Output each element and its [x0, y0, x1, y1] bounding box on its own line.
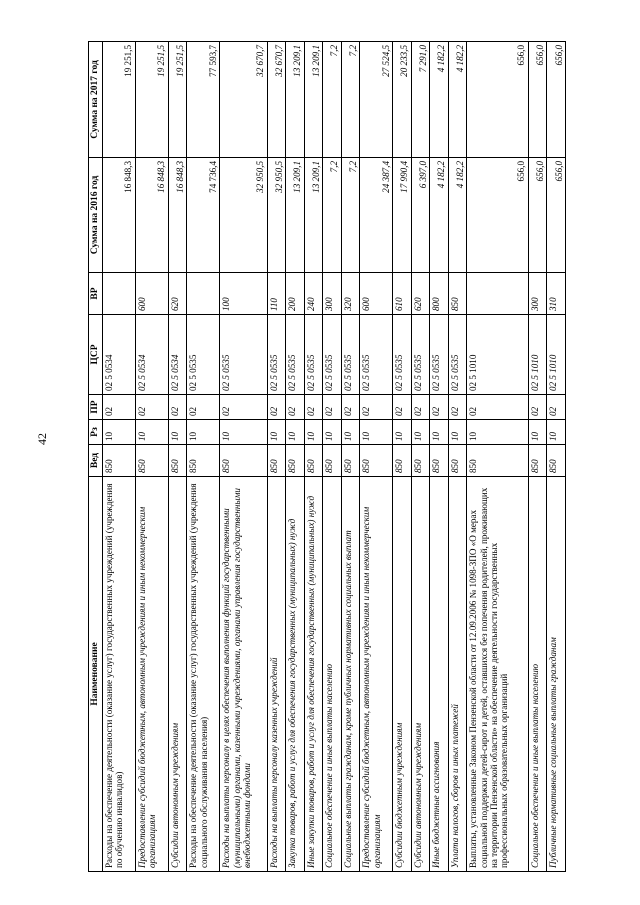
cell-sum-2016: 656,0 [528, 158, 547, 273]
cell-rz: 10 [341, 420, 360, 445]
table-row [341, 42, 360, 872]
table-row [547, 42, 566, 872]
cell-sum-2017: 32 670,7 [220, 42, 267, 158]
table-row [135, 42, 168, 872]
cell-vr: 600 [360, 273, 393, 315]
cell-ved: 850 [430, 445, 449, 477]
cell-name: Расходы на обеспечение деятельности (оказание услуг) государственных учреждений (учреждения по обучению инвалидов) [102, 477, 135, 872]
cell-pr: 02 [467, 395, 529, 420]
cell-ved: 850 [467, 445, 529, 477]
table-header [89, 42, 103, 872]
cell-rz: 10 [304, 420, 323, 445]
cell-rz: 10 [430, 420, 449, 445]
cell-csr: 02 5 0535 [286, 315, 305, 395]
cell-csr: 02 5 1010 [528, 315, 547, 395]
cell-rz: 10 [323, 420, 342, 445]
cell-sum-2017: 7,2 [341, 42, 360, 158]
cell-ved: 850 [102, 445, 135, 477]
cell-vr: 310 [547, 273, 566, 315]
cell-sum-2016: 13 209,1 [286, 158, 305, 273]
cell-vr: 300 [528, 273, 547, 315]
cell-rz: 10 [102, 420, 135, 445]
cell-pr: 02 [393, 395, 412, 420]
cell-ved: 850 [448, 445, 467, 477]
cell-sum-2017: 77 593,7 [187, 42, 220, 158]
cell-pr: 02 [102, 395, 135, 420]
cell-csr: 02 5 1010 [467, 315, 529, 395]
cell-sum-2016: 6 397,0 [411, 158, 430, 273]
cell-ved: 850 [304, 445, 323, 477]
cell-pr: 02 [220, 395, 267, 420]
cell-pr: 02 [411, 395, 430, 420]
cell-rz: 10 [393, 420, 412, 445]
table-row [323, 42, 342, 872]
cell-sum-2016: 24 387,4 [360, 158, 393, 273]
cell-rz: 10 [135, 420, 168, 445]
cell-pr: 02 [168, 395, 187, 420]
table-row [220, 42, 267, 872]
cell-rz: 10 [528, 420, 547, 445]
cell-name: Социальное обеспечение и иные выплаты населению [528, 477, 547, 872]
cell-name: Расходы на обеспечение деятельности (оказание услуг) государственных учреждений (учреждения социального обслуживания населения) [187, 477, 220, 872]
cell-sum-2016: 17 990,4 [393, 158, 412, 273]
cell-ved: 850 [286, 445, 305, 477]
cell-ved: 850 [360, 445, 393, 477]
cell-vr: 620 [168, 273, 187, 315]
cell-vr [467, 273, 529, 315]
cell-vr: 800 [430, 273, 449, 315]
cell-pr: 02 [304, 395, 323, 420]
cell-ved: 850 [547, 445, 566, 477]
cell-csr: 02 5 0535 [393, 315, 412, 395]
cell-csr: 02 5 0535 [304, 315, 323, 395]
cell-csr: 02 5 0535 [411, 315, 430, 395]
cell-vr: 610 [393, 273, 412, 315]
cell-csr: 02 5 0535 [448, 315, 467, 395]
cell-ved: 850 [411, 445, 430, 477]
cell-pr: 02 [528, 395, 547, 420]
cell-pr: 02 [267, 395, 286, 420]
cell-sum-2016: 32 950,5 [267, 158, 286, 273]
cell-pr: 02 [430, 395, 449, 420]
cell-vr: 110 [267, 273, 286, 315]
cell-csr: 02 5 0534 [168, 315, 187, 395]
cell-rz: 10 [467, 420, 529, 445]
cell-sum-2017: 19 251,5 [135, 42, 168, 158]
cell-vr: 300 [323, 273, 342, 315]
cell-sum-2017: 27 524,5 [360, 42, 393, 158]
cell-ved: 850 [323, 445, 342, 477]
table-row [360, 42, 393, 872]
table-row [286, 42, 305, 872]
cell-sum-2017: 13 209,1 [286, 42, 305, 158]
cell-csr: 02 5 0535 [220, 315, 267, 395]
cell-csr: 02 5 0535 [323, 315, 342, 395]
cell-ved: 850 [220, 445, 267, 477]
cell-sum-2017: 656,0 [547, 42, 566, 158]
cell-name: Социальное обеспечение и иные выплаты населению [323, 477, 342, 872]
cell-sum-2017: 32 670,7 [267, 42, 286, 158]
cell-sum-2016: 16 848,3 [168, 158, 187, 273]
cell-sum-2016: 7,2 [341, 158, 360, 273]
table-row [102, 42, 135, 872]
table-row [448, 42, 467, 872]
cell-rz: 10 [220, 420, 267, 445]
table-row [411, 42, 430, 872]
cell-sum-2016: 74 736,4 [187, 158, 220, 273]
rotated-page-content [88, 42, 566, 872]
cell-vr: 320 [341, 273, 360, 315]
cell-sum-2017: 20 233,5 [393, 42, 412, 158]
cell-sum-2016: 16 848,3 [135, 158, 168, 273]
cell-rz: 10 [187, 420, 220, 445]
cell-vr: 200 [286, 273, 305, 315]
cell-pr: 02 [341, 395, 360, 420]
cell-sum-2017: 7 291,0 [411, 42, 430, 158]
header-pr: ПР [89, 395, 103, 420]
header-csr: ЦСР [89, 315, 103, 395]
header-ved: Вед [89, 445, 103, 477]
cell-pr: 02 [187, 395, 220, 420]
cell-sum-2016: 4 182,2 [448, 158, 467, 273]
cell-sum-2016: 7,2 [323, 158, 342, 273]
header-sum-2017: Сумма на 2017 год [89, 42, 103, 158]
header-vr: ВР [89, 273, 103, 315]
cell-name: Закупка товаров, работ и услуг для обеспечения государственных (муниципальных) нужд [286, 477, 305, 872]
cell-sum-2017: 4 182,2 [430, 42, 449, 158]
cell-rz: 10 [286, 420, 305, 445]
cell-sum-2016: 656,0 [547, 158, 566, 273]
table-row [467, 42, 529, 872]
page-number: 42 [35, 433, 49, 445]
cell-rz: 10 [411, 420, 430, 445]
cell-name: Предоставление субсидий бюджетным, автономным учреждениям и иным некоммерческим организациям [135, 477, 168, 872]
table-row [267, 42, 286, 872]
cell-name: Выплаты, установленные Законом Пензенской области от 12.09.2006 № 1098-ЗПО «О мерах социальной поддержки детей-сирот и детей, оставшихся без попечения родителей, проживающих на территории Пензенской области» на обеспечение деятельности государственных профессиональных образовательных организаций [467, 477, 529, 872]
cell-sum-2016: 16 848,3 [102, 158, 135, 273]
cell-sum-2017: 13 209,1 [304, 42, 323, 158]
table-row [393, 42, 412, 872]
cell-vr: 850 [448, 273, 467, 315]
budget-table [88, 41, 566, 872]
cell-csr: 02 5 0535 [267, 315, 286, 395]
cell-ved: 850 [528, 445, 547, 477]
cell-csr: 02 5 0534 [102, 315, 135, 395]
cell-name: Предоставление субсидий бюджетным, автономным учреждениям и иным некоммерческим организациям [360, 477, 393, 872]
cell-name: Иные бюджетные ассигнования [430, 477, 449, 872]
header-name: Наименование [89, 477, 103, 872]
cell-ved: 850 [341, 445, 360, 477]
cell-rz: 10 [360, 420, 393, 445]
cell-pr: 02 [547, 395, 566, 420]
cell-vr: 620 [411, 273, 430, 315]
cell-sum-2016: 13 209,1 [304, 158, 323, 273]
cell-name: Расходы на выплаты персоналу казенных учреждений [267, 477, 286, 872]
cell-rz: 10 [267, 420, 286, 445]
cell-pr: 02 [360, 395, 393, 420]
header-rz: Рз [89, 420, 103, 445]
cell-name: Уплата налогов, сборов и иных платежей [448, 477, 467, 872]
cell-sum-2017: 7,2 [323, 42, 342, 158]
cell-vr [187, 273, 220, 315]
cell-pr: 02 [286, 395, 305, 420]
cell-rz: 10 [547, 420, 566, 445]
cell-name: Расходы на выплаты персоналу в целях обеспечения выполнения функций государственными (муниципальными) органами, казенными учреждениями, органами управления государственными внебюджетными фондами [220, 477, 267, 872]
cell-name: Социальные выплаты гражданам, кроме публичных нормативных социальных выплат [341, 477, 360, 872]
cell-sum-2017: 656,0 [528, 42, 547, 158]
cell-sum-2016: 656,0 [467, 158, 529, 273]
cell-rz: 10 [168, 420, 187, 445]
cell-sum-2016: 32 950,5 [220, 158, 267, 273]
cell-csr: 02 5 0534 [135, 315, 168, 395]
cell-sum-2016: 4 182,2 [430, 158, 449, 273]
cell-ved: 850 [267, 445, 286, 477]
table-row [187, 42, 220, 872]
header-sum-2016: Сумма на 2016 год [89, 158, 103, 273]
cell-ved: 850 [168, 445, 187, 477]
cell-rz: 10 [448, 420, 467, 445]
cell-name: Субсидии бюджетным учреждениям [393, 477, 412, 872]
table-row [168, 42, 187, 872]
cell-name: Субсидии автономным учреждениям [411, 477, 430, 872]
cell-vr: 600 [135, 273, 168, 315]
cell-pr: 02 [323, 395, 342, 420]
cell-sum-2017: 656,0 [467, 42, 529, 158]
cell-vr: 100 [220, 273, 267, 315]
table-row [430, 42, 449, 872]
cell-ved: 850 [187, 445, 220, 477]
cell-name: Субсидии автономным учреждениям [168, 477, 187, 872]
cell-sum-2017: 19 251,5 [102, 42, 135, 158]
cell-csr: 02 5 1010 [547, 315, 566, 395]
cell-vr [102, 273, 135, 315]
cell-vr: 240 [304, 273, 323, 315]
cell-csr: 02 5 0535 [430, 315, 449, 395]
cell-name: Публичные нормативные социальные выплаты гражданам [547, 477, 566, 872]
cell-pr: 02 [135, 395, 168, 420]
cell-sum-2017: 4 182,2 [448, 42, 467, 158]
table-row [528, 42, 547, 872]
table-body [102, 42, 565, 872]
cell-name: Иные закупки товаров, работ и услуг для обеспечения государственных (муниципальных) нужд [304, 477, 323, 872]
cell-pr: 02 [448, 395, 467, 420]
cell-csr: 02 5 0535 [341, 315, 360, 395]
cell-csr: 02 5 0535 [187, 315, 220, 395]
cell-ved: 850 [135, 445, 168, 477]
cell-ved: 850 [393, 445, 412, 477]
cell-csr: 02 5 0535 [360, 315, 393, 395]
table-row [304, 42, 323, 872]
cell-sum-2017: 19 251,5 [168, 42, 187, 158]
